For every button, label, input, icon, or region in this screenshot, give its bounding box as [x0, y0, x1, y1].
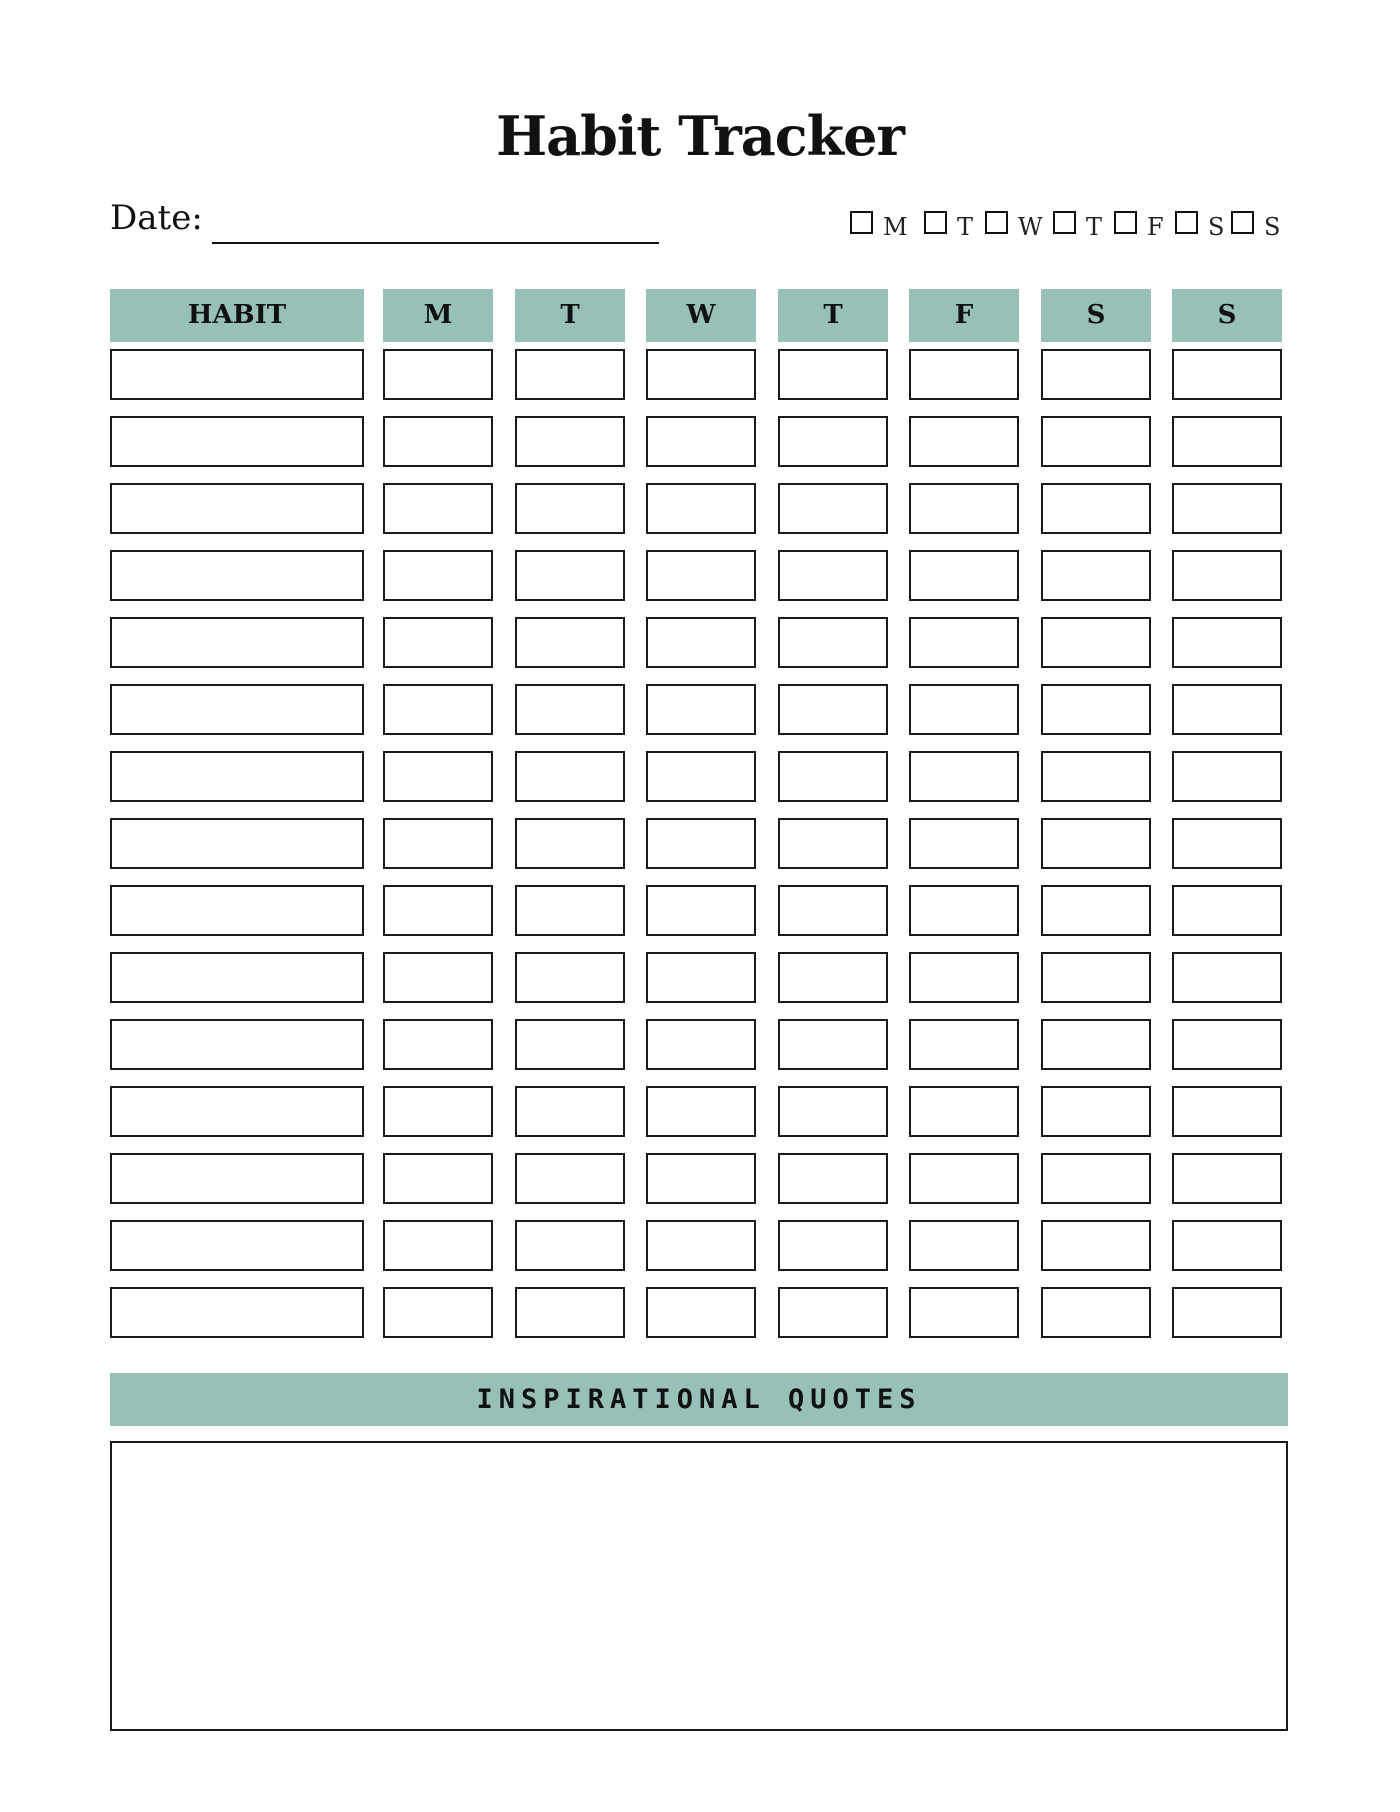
day-track-cell[interactable]	[646, 1287, 756, 1338]
day-track-cell[interactable]	[1041, 550, 1151, 601]
day-track-cell[interactable]	[778, 416, 888, 467]
habit-name-cell[interactable]	[110, 550, 364, 601]
day-checkbox-label: S	[1208, 213, 1225, 241]
day-track-cell[interactable]	[1041, 617, 1151, 668]
day-checkbox[interactable]	[1231, 211, 1254, 234]
day-track-cell[interactable]	[1172, 416, 1282, 467]
day-track-cell[interactable]	[383, 751, 493, 802]
habit-name-cell[interactable]	[110, 1220, 364, 1271]
day-track-cell[interactable]	[1172, 1153, 1282, 1204]
day-track-cell[interactable]	[909, 416, 1019, 467]
day-track-cell[interactable]	[1041, 952, 1151, 1003]
day-track-cell[interactable]	[778, 751, 888, 802]
day-checkbox[interactable]	[850, 211, 873, 234]
day-track-cell[interactable]	[1041, 349, 1151, 400]
date-label: Date:	[110, 198, 203, 238]
day-track-cell[interactable]	[1172, 617, 1282, 668]
day-track-cell[interactable]	[909, 483, 1019, 534]
day-track-cell[interactable]	[1041, 684, 1151, 735]
column-header-day: T	[515, 289, 625, 342]
day-track-cell[interactable]	[383, 818, 493, 869]
day-track-cell[interactable]	[1041, 1019, 1151, 1070]
day-track-cell[interactable]	[515, 1086, 625, 1137]
day-track-cell[interactable]	[515, 1287, 625, 1338]
day-track-cell[interactable]	[646, 550, 756, 601]
day-track-cell[interactable]	[383, 684, 493, 735]
day-track-cell[interactable]	[1172, 1287, 1282, 1338]
day-track-cell[interactable]	[778, 1153, 888, 1204]
day-track-cell[interactable]	[1041, 1287, 1151, 1338]
habit-name-cell[interactable]	[110, 349, 364, 400]
column-header-day: W	[646, 289, 756, 342]
day-track-cell[interactable]	[515, 1153, 625, 1204]
day-track-cell[interactable]	[909, 1153, 1019, 1204]
day-track-cell[interactable]	[909, 952, 1019, 1003]
day-track-cell[interactable]	[515, 1019, 625, 1070]
habit-name-cell[interactable]	[110, 1086, 364, 1137]
habit-name-cell[interactable]	[110, 952, 364, 1003]
day-track-cell[interactable]	[646, 1019, 756, 1070]
day-track-cell[interactable]	[1041, 1086, 1151, 1137]
day-track-cell[interactable]	[383, 349, 493, 400]
habit-name-cell[interactable]	[110, 1287, 364, 1338]
habit-name-cell[interactable]	[110, 1019, 364, 1070]
day-track-cell[interactable]	[646, 885, 756, 936]
day-checkbox-label: T	[957, 213, 974, 241]
day-track-cell[interactable]	[646, 1086, 756, 1137]
day-track-cell[interactable]	[778, 1019, 888, 1070]
day-track-cell[interactable]	[909, 349, 1019, 400]
day-track-cell[interactable]	[1172, 751, 1282, 802]
day-track-cell[interactable]	[778, 684, 888, 735]
day-checkbox[interactable]	[1114, 211, 1137, 234]
column-header-day: S	[1172, 289, 1282, 342]
day-track-cell[interactable]	[909, 818, 1019, 869]
day-track-cell[interactable]	[515, 416, 625, 467]
day-track-cell[interactable]	[515, 818, 625, 869]
day-track-cell[interactable]	[1172, 885, 1282, 936]
day-checkbox-label: T	[1086, 213, 1103, 241]
habit-name-cell[interactable]	[110, 617, 364, 668]
day-track-cell[interactable]	[909, 1086, 1019, 1137]
day-track-cell[interactable]	[646, 617, 756, 668]
habit-name-cell[interactable]	[110, 818, 364, 869]
day-track-cell[interactable]	[1172, 550, 1282, 601]
habit-name-cell[interactable]	[110, 885, 364, 936]
day-track-cell[interactable]	[1172, 349, 1282, 400]
day-track-cell[interactable]	[1041, 1220, 1151, 1271]
day-track-cell[interactable]	[383, 1019, 493, 1070]
day-checkbox[interactable]	[1053, 211, 1076, 234]
day-track-cell[interactable]	[383, 1220, 493, 1271]
column-header-day: S	[1041, 289, 1151, 342]
day-track-cell[interactable]	[1041, 483, 1151, 534]
day-track-cell[interactable]	[383, 952, 493, 1003]
day-checkbox-label: F	[1147, 213, 1164, 241]
day-track-cell[interactable]	[646, 1220, 756, 1271]
habit-name-cell[interactable]	[110, 751, 364, 802]
quotes-heading: INSPIRATIONAL QUOTES	[110, 1373, 1288, 1426]
column-header-habit: HABIT	[110, 289, 364, 342]
column-header-day: F	[909, 289, 1019, 342]
day-track-cell[interactable]	[646, 483, 756, 534]
day-track-cell[interactable]	[778, 1287, 888, 1338]
day-track-cell[interactable]	[1172, 1019, 1282, 1070]
page-title: Habit Tracker	[496, 104, 904, 168]
column-header-day: T	[778, 289, 888, 342]
day-checkbox[interactable]	[985, 211, 1008, 234]
habit-name-cell[interactable]	[110, 416, 364, 467]
day-track-cell[interactable]	[646, 1153, 756, 1204]
day-track-cell[interactable]	[1172, 952, 1282, 1003]
day-track-cell[interactable]	[909, 751, 1019, 802]
column-header-day: M	[383, 289, 493, 342]
day-track-cell[interactable]	[909, 617, 1019, 668]
day-track-cell[interactable]	[515, 617, 625, 668]
day-track-cell[interactable]	[646, 751, 756, 802]
day-track-cell[interactable]	[515, 751, 625, 802]
day-track-cell[interactable]	[383, 1153, 493, 1204]
day-track-cell[interactable]	[778, 885, 888, 936]
day-track-cell[interactable]	[778, 617, 888, 668]
day-track-cell[interactable]	[909, 885, 1019, 936]
day-checkbox[interactable]	[924, 211, 947, 234]
day-track-cell[interactable]	[646, 416, 756, 467]
day-track-cell[interactable]	[383, 483, 493, 534]
day-track-cell[interactable]	[383, 617, 493, 668]
day-checkbox-label: W	[1018, 213, 1043, 241]
day-checkbox[interactable]	[1175, 211, 1198, 234]
day-track-cell[interactable]	[778, 483, 888, 534]
day-track-cell[interactable]	[1172, 1220, 1282, 1271]
day-track-cell[interactable]	[1041, 885, 1151, 936]
day-track-cell[interactable]	[515, 550, 625, 601]
day-track-cell[interactable]	[1041, 1153, 1151, 1204]
day-track-cell[interactable]	[646, 349, 756, 400]
day-track-cell[interactable]	[909, 1287, 1019, 1338]
day-track-cell[interactable]	[1041, 818, 1151, 869]
day-track-cell[interactable]	[909, 550, 1019, 601]
day-track-cell[interactable]	[646, 684, 756, 735]
day-track-cell[interactable]	[383, 1086, 493, 1137]
day-track-cell[interactable]	[383, 550, 493, 601]
date-input-line[interactable]	[212, 242, 659, 244]
day-track-cell[interactable]	[1172, 818, 1282, 869]
day-checkbox-row	[850, 209, 1290, 239]
day-track-cell[interactable]	[383, 1287, 493, 1338]
day-track-cell[interactable]	[515, 684, 625, 735]
day-checkbox-label: M	[883, 213, 908, 241]
day-track-cell[interactable]	[646, 952, 756, 1003]
day-track-cell[interactable]	[1172, 1086, 1282, 1137]
habit-name-cell[interactable]	[110, 684, 364, 735]
day-track-cell[interactable]	[1172, 684, 1282, 735]
day-track-cell[interactable]	[778, 818, 888, 869]
day-track-cell[interactable]	[778, 1086, 888, 1137]
day-track-cell[interactable]	[383, 885, 493, 936]
day-track-cell[interactable]	[515, 885, 625, 936]
day-track-cell[interactable]	[778, 550, 888, 601]
day-track-cell[interactable]	[778, 952, 888, 1003]
day-track-cell[interactable]	[515, 1220, 625, 1271]
day-checkbox-label: S	[1264, 213, 1281, 241]
day-track-cell[interactable]	[1172, 483, 1282, 534]
habit-name-cell[interactable]	[110, 483, 364, 534]
day-track-cell[interactable]	[515, 483, 625, 534]
day-track-cell[interactable]	[515, 952, 625, 1003]
day-track-cell[interactable]	[909, 1019, 1019, 1070]
day-track-cell[interactable]	[909, 684, 1019, 735]
day-track-cell[interactable]	[909, 1220, 1019, 1271]
day-track-cell[interactable]	[1041, 416, 1151, 467]
day-track-cell[interactable]	[383, 416, 493, 467]
day-track-cell[interactable]	[778, 349, 888, 400]
day-track-cell[interactable]	[515, 349, 625, 400]
habit-name-cell[interactable]	[110, 1153, 364, 1204]
day-track-cell[interactable]	[778, 1220, 888, 1271]
day-track-cell[interactable]	[1041, 751, 1151, 802]
day-track-cell[interactable]	[646, 818, 756, 869]
quotes-box[interactable]	[110, 1441, 1288, 1731]
